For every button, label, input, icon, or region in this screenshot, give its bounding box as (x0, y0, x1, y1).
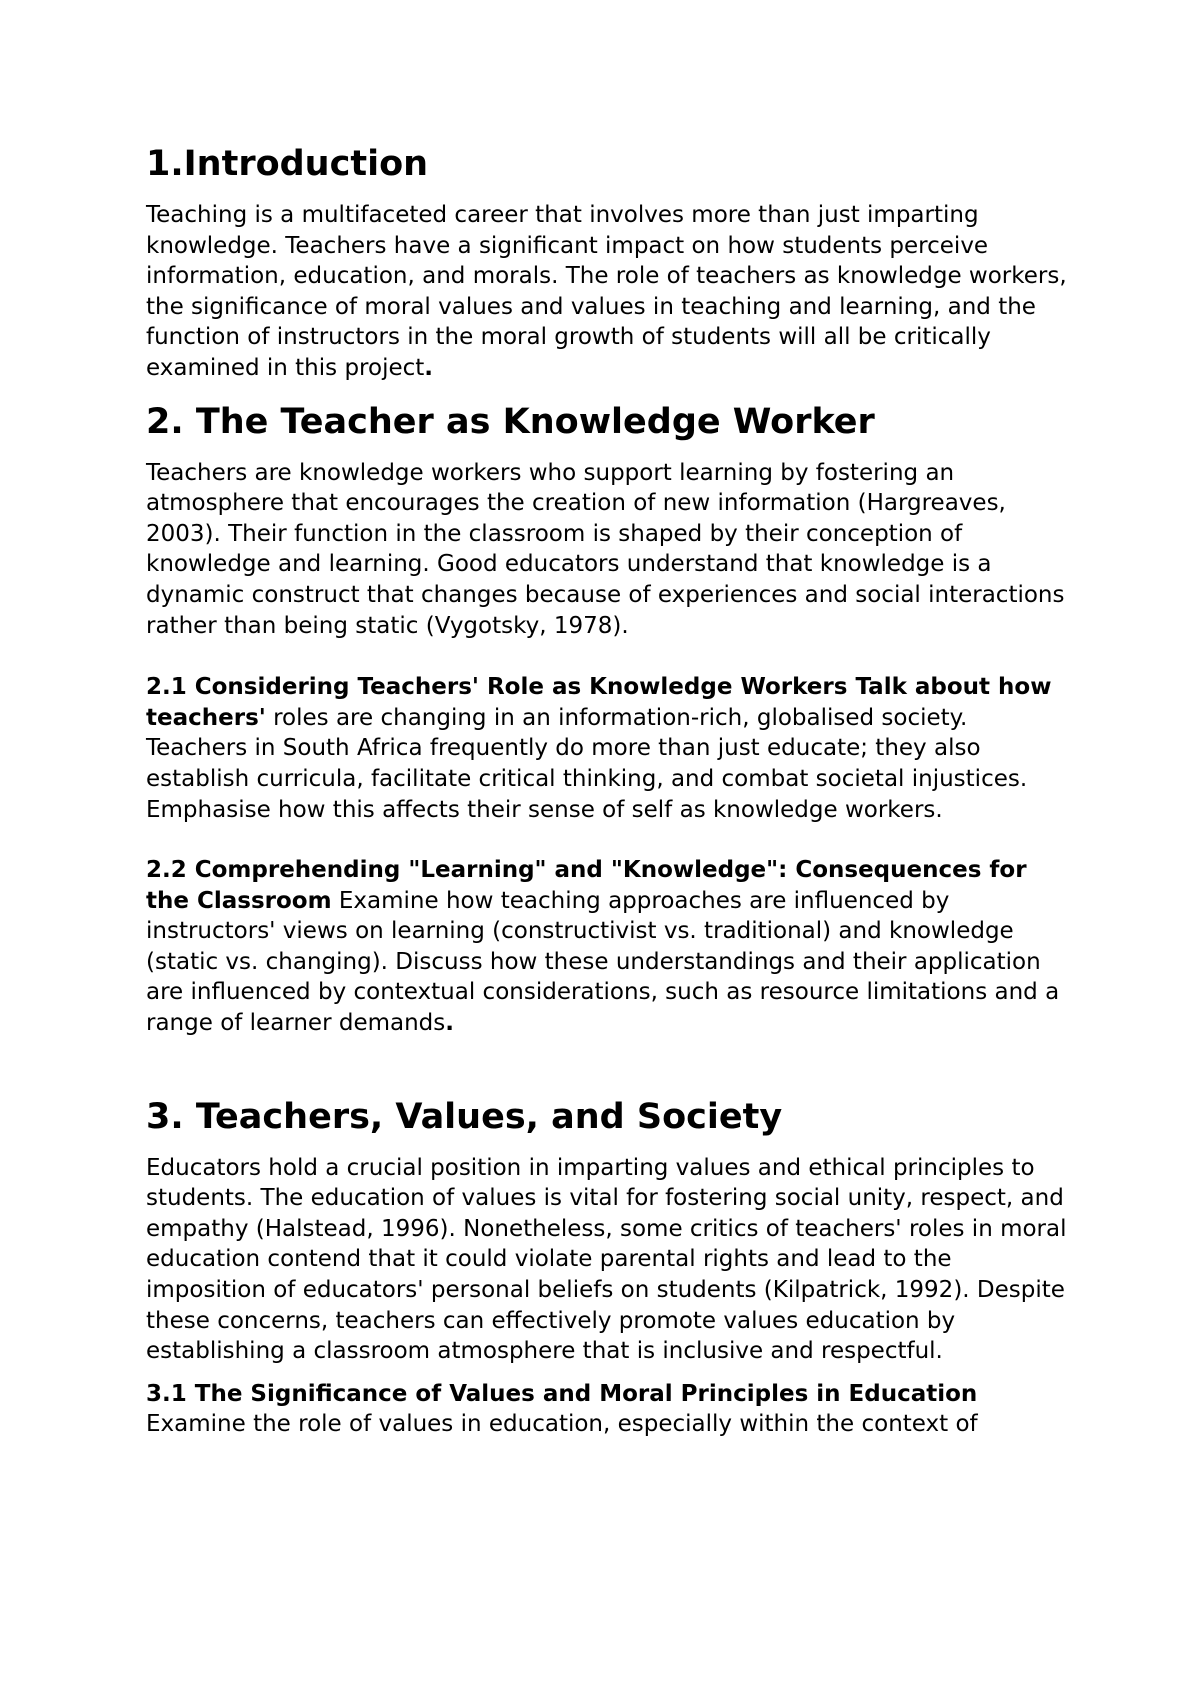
section-1-text: Teaching is a multifaceted career that involves more than just imparting knowledge. Teachers have a significant impact on how students perceive information, education, and morals. The role of teachers as knowledge workers, the significance of moral values and values in teaching and learning, and the function of instructors in the moral growth of students will all be critically examined in this project (146, 202, 1067, 381)
section-1-final-period: . (424, 354, 434, 381)
section-2-paragraph: Teachers are knowledge workers who support learning by fostering an atmosphere that encourages the creation of new information (Hargreaves, 2003). Their function in the classroom is shaped by their conception of knowledge and learning. Good educators understand that knowledge is a dynamic construct that changes because of experiences and social interactions rather than being static (Vygotsky, 1978). (146, 459, 1065, 639)
subsection-2-2-text: Examine how teaching approaches are influenced by instructors' views on learning (constructivist vs. traditional) and knowledge (static vs. changing). Discuss how these understandings and their application are influenced by contextual considerations, such as resource limitations and a range of learner demands (146, 887, 1060, 1037)
subsection-3-1-heading: 3.1 The Significance of Values and Moral Principles in Education (146, 1380, 978, 1407)
section-3-paragraph: Educators hold a crucial position in imparting values and ethical principles to students. The education of values is vital for fostering social unity, respect, and empathy (Halstead, 1996). Nonetheless, some critics of teachers' roles in moral education contend that it could violate parental rights and lead to the imposition of educators' personal beliefs on students (Kilpatrick, 1992). Despite these concerns, teachers can effectively promote values education by establishing a classroom atmosphere that is inclusive and respectful. (146, 1154, 1067, 1365)
section-3-heading: 3. Teachers, Values, and Society (146, 1096, 783, 1137)
subsection-2-1 (146, 672, 1071, 825)
subsection-2-1-heading: 2.1 Considering Teachers' Role as Knowledge Workers Talk about how teachers' (146, 674, 1052, 731)
subsection-2-2-final-period: . (445, 1010, 455, 1037)
section-1-heading: 1.Introduction (146, 144, 429, 184)
subsection-2-2 (146, 855, 1071, 1039)
subsection-2-1-text: roles are changing in an information-rich, globalised society. Teachers in South Africa frequently do more than just educate; they also establish curricula, facilitate critical thinking, and combat societal injustices. Emphasise how this affects their sense of self as knowledge workers. (146, 704, 1028, 823)
document-page (146, 140, 1071, 1440)
subsection-2-2-heading: 2.2 Comprehending "Learning" and "Knowledge": Consequences for the Classroom (146, 857, 1027, 914)
subsection-3-1 (146, 1379, 1071, 1440)
section-1-paragraph (146, 200, 1071, 384)
section-2-heading: 2. The Teacher as Knowledge Worker (146, 401, 875, 442)
subsection-3-1-text: Examine the role of values in education, especially within the context of (146, 1411, 978, 1438)
